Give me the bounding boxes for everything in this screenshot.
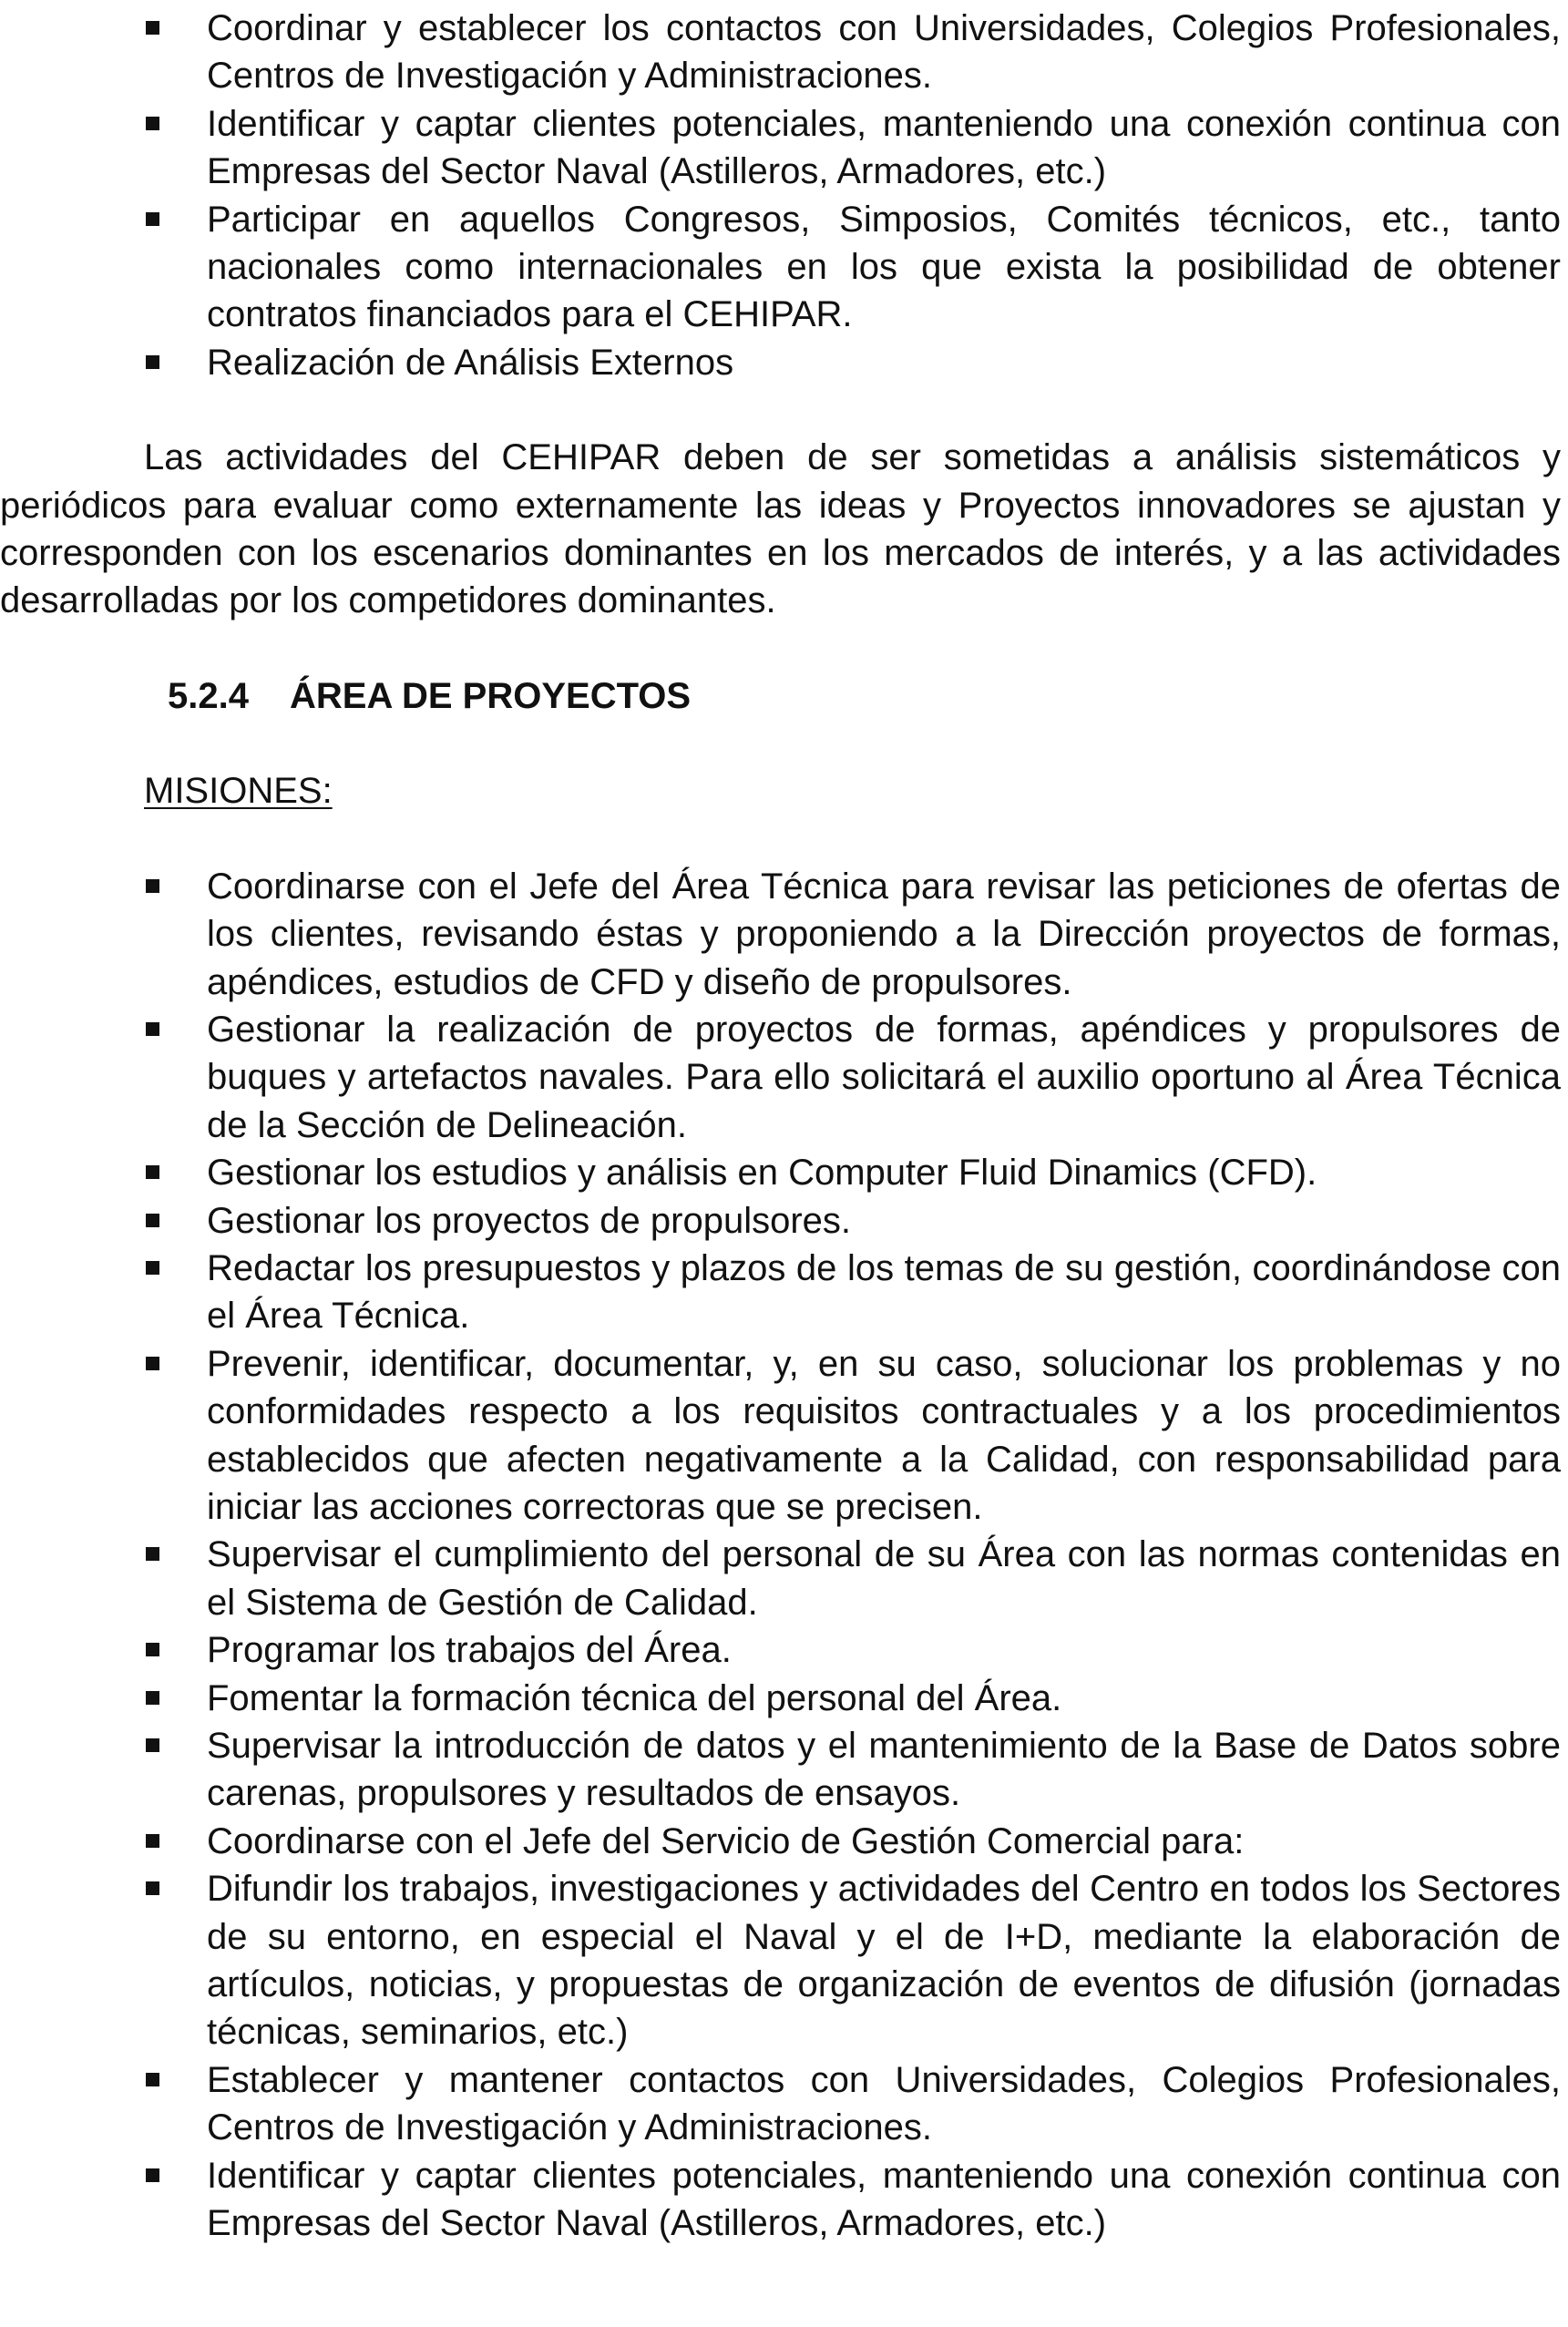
square-bullet-icon [146,1547,159,1561]
list-item: Programar los trabajos del Área. [0,1626,1568,1674]
list-item: Redactar los presupuestos y plazos de los temas de su gestión, coordinándose con el Área Técnica. [0,1245,1568,1340]
square-bullet-icon [146,212,159,226]
list-item: Participar en aquellos Congresos, Simposios, Comités técnicos, etc., tanto nacionales como internacionales en los que exista la posibilidad de obtener contratos financiados para el CEHIPAR. [0,196,1568,339]
list-item: Gestionar los estudios y análisis en Computer Fluid Dinamics (CFD). [0,1149,1568,1196]
list-item: Establecer y mantener contactos con Universidades, Colegios Profesionales, Centros de Investigación y Administraciones. [0,2056,1568,2152]
square-bullet-icon [146,355,159,369]
square-bullet-icon [146,2073,159,2086]
square-bullet-icon [146,1643,159,1656]
list-item: Identificar y captar clientes potenciales, manteniendo una conexión continua con Empresas del Sector Naval (Astilleros, Armadores, etc.) [0,2152,1568,2248]
body-paragraph: Las actividades del CEHIPAR deben de ser sometidas a análisis sistemáticos y periódicos para evaluar como externamente las ideas y Proyectos innovadores se ajustan y corresponden con los escenarios dominantes en los mercados de interés, y a las actividades desarrolladas por los competidores dominantes. [0,437,1561,621]
list-item: Supervisar el cumplimiento del personal de su Área con las normas contenidas en el Sistema de Gestión de Calidad. [0,1531,1568,1626]
square-bullet-icon [146,1881,159,1895]
list-item: Fomentar la formación técnica del personal del Área. [0,1675,1568,1722]
list-item: Prevenir, identificar, documentar, y, en su caso, solucionar los problemas y no conformidades respecto a los requisitos contractuales y a los procedimientos establecidos que afecten negativamente a la Calidad, con responsabilidad para iniciar las acciones correctoras que se precisen. [0,1340,1568,1532]
misiones-label: MISIONES: [144,771,333,812]
list-item: Coordinarse con el Jefe del Servicio de Gestión Comercial para: [0,1818,1568,1865]
list-item: Supervisar la introducción de datos y el mantenimiento de la Base de Datos sobre carenas, propulsores y resultados de ensayos. [0,1722,1568,1818]
square-bullet-icon [146,1261,159,1275]
page-content [0,5,1568,2247]
square-bullet-icon [146,117,159,130]
square-bullet-icon [146,21,159,35]
square-bullet-icon [146,1691,159,1705]
list-item: Realización de Análisis Externos [0,339,1568,386]
square-bullet-icon [146,1834,159,1848]
list-item: Difundir los trabajos, investigaciones y actividades del Centro en todos los Sectores de su entorno, en especial el Naval y el de I+D, mediante la elaboración de artículos, noticias, y propuestas de organización de eventos de difusión (jornadas técnicas, seminarios, etc.) [0,1865,1568,2056]
square-bullet-icon [146,1357,159,1370]
square-bullet-icon [146,1738,159,1752]
square-bullet-icon [146,1214,159,1227]
list-item: Gestionar la realización de proyectos de formas, apéndices y propulsores de buques y artefactos navales. Para ello solicitará el auxilio oportuno al Área Técnica de la Sección de Delineación. [0,1006,1568,1149]
square-bullet-icon [146,1165,159,1179]
bullet-list-top [0,5,1568,386]
square-bullet-icon [146,879,159,893]
section-number: 5.2.4 [168,675,249,716]
bullet-list-misiones [0,863,1568,2248]
list-item: Coordinar y establecer los contactos con Universidades, Colegios Profesionales, Centros de Investigación y Administraciones. [0,5,1568,100]
section-title: ÁREA DE PROYECTOS [290,675,692,716]
list-item: Identificar y captar clientes potenciales, manteniendo una conexión continua con Empresas del Sector Naval (Astilleros, Armadores, etc.) [0,100,1568,196]
list-item: Gestionar los proyectos de propulsores. [0,1197,1568,1245]
square-bullet-icon [146,2168,159,2182]
section-heading [0,672,1568,720]
list-item: Coordinarse con el Jefe del Área Técnica para revisar las peticiones de ofertas de los clientes, revisando éstas y proponiendo a la Dirección proyectos de formas, apéndices, estudios de CFD y diseño de propulsores. [0,863,1568,1006]
square-bullet-icon [146,1022,159,1036]
